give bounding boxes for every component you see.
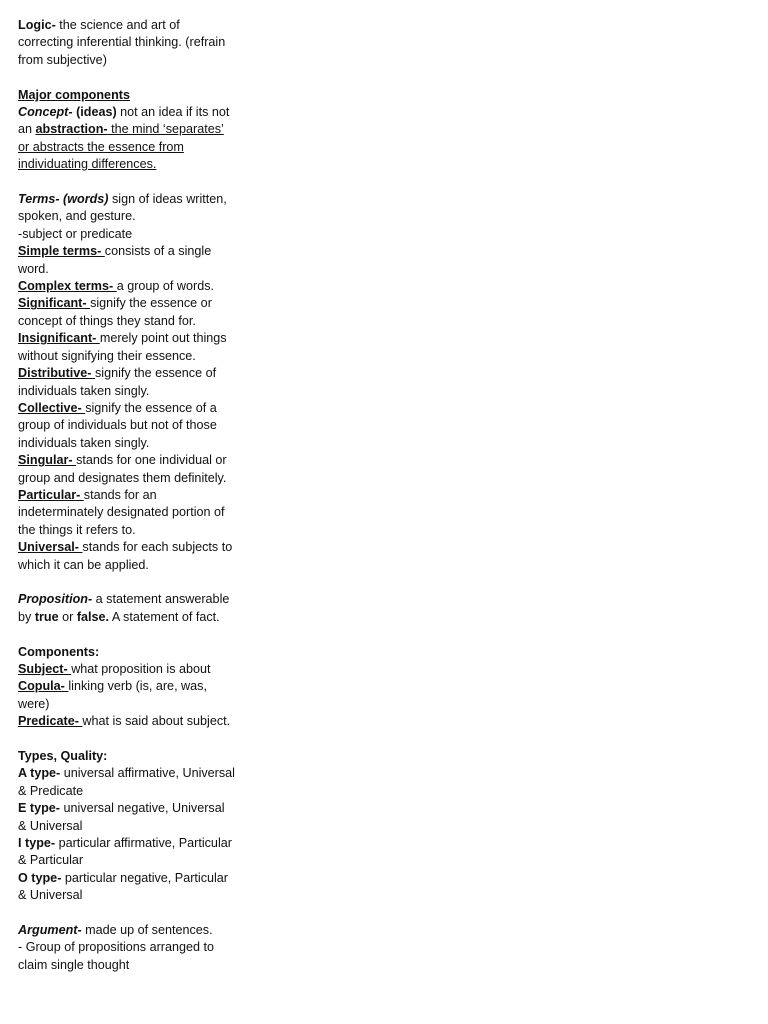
term-type-item: Simple terms- consists of a single word. xyxy=(18,244,212,276)
concept-term: Concept- xyxy=(18,105,73,120)
term-type-item: Complex terms- a group of words. xyxy=(18,279,214,294)
type-item: A type- universal affirmative, Universal & Predicate xyxy=(18,766,235,798)
components-heading: Components: xyxy=(18,644,100,659)
term-type-item: Collective- signify the essence of a group of individuals but not of those individuals taken singly. xyxy=(18,400,217,450)
types-heading: Types, Quality: xyxy=(18,748,108,763)
major-components-heading: Major components xyxy=(18,87,130,102)
subject-predicate-note: -subject or predicate xyxy=(18,226,133,241)
argument-term: Argument- xyxy=(18,923,82,938)
term-type-item: Significant- signify the essence or concept of things they stand for. xyxy=(18,296,212,328)
term-type-item: Particular- stands for an indeterminately designated portion of the things it refers to. xyxy=(18,487,225,537)
abstraction-term: abstraction- xyxy=(35,122,108,137)
type-item: E type- universal negative, Universal & Universal xyxy=(18,801,225,833)
term-type-item: Singular- stands for one individual or group and designates them definitely. xyxy=(18,453,227,485)
proposition-term: Proposition- xyxy=(18,592,93,607)
type-item: I type- particular affirmative, Particular & Particular xyxy=(18,836,232,868)
type-item: O type- particular negative, Particular & Universal xyxy=(18,870,228,903)
component-item: Predicate- what is said about subject. xyxy=(18,714,231,729)
logic-term: Logic- xyxy=(18,18,56,32)
component-item: Subject- what proposition is about xyxy=(18,661,211,676)
term-type-item: Universal- stands for each subjects to which it can be applied. xyxy=(18,540,233,572)
concept-definition: Concept- (ideas) not an idea if its not an abstraction- the mind ‘separates’ or abstracts the essence from individuating differences. xyxy=(18,105,230,172)
terms-term: Terms- (words) xyxy=(18,192,109,207)
logic-text: the science and art of correcting inferential thinking. (refrain from subjective) xyxy=(18,18,226,67)
document-page xyxy=(18,17,236,974)
argument-note: - Group of propositions arranged to claim single thought xyxy=(18,940,215,972)
logic-definition xyxy=(18,17,236,69)
terms-definition: Terms- (words) sign of ideas written, spoken, and gesture. xyxy=(18,192,227,224)
proposition-definition: Proposition- a statement answerable by true or false. A statement of fact. xyxy=(18,592,230,624)
argument-definition: Argument- made up of sentences. xyxy=(18,923,213,938)
term-type-item: Distributive- signify the essence of individuals taken singly. xyxy=(18,366,217,398)
concept-sub: (ideas) xyxy=(72,105,117,120)
term-type-item: Insignificant- merely point out things without signifying their essence. xyxy=(18,331,227,363)
component-item: Copula- linking verb (is, are, was, were) xyxy=(18,679,207,711)
